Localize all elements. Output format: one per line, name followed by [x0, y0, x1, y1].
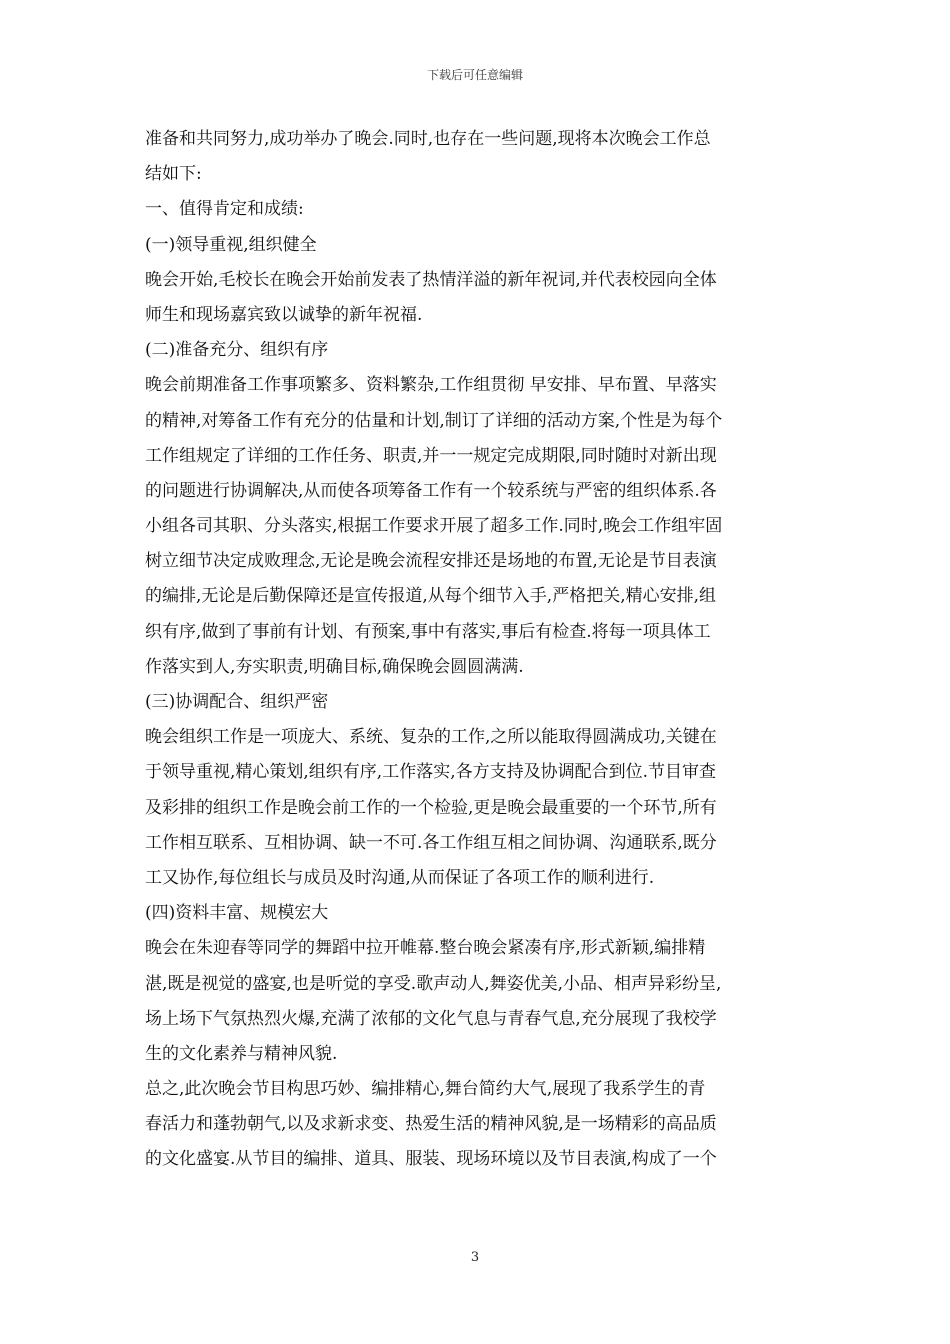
text-line: 准备和共同努力,成功举办了晚会.同时,也存在一些问题,现将本次晚会工作总 [145, 129, 711, 149]
text-line: 生的文化素养与精神风貌. [145, 1043, 338, 1064]
text-line: (三)协调配合、组织严密 [145, 692, 329, 712]
text-line: 工又协作,每位组长与成员及时沟通,从而保证了各项工作的顺利进行. [145, 867, 655, 888]
text-line: 场上场下气氛热烈火爆,充满了浓郁的文化气息与青春气息,充分展现了我校学 [145, 1008, 717, 1029]
document-body [145, 122, 807, 1178]
text-line: 的编排,无论是后勤保障还是宣传报道,从每个细节入手,严格把关,精心安排,组 [145, 586, 717, 607]
text-line: 春活力和蓬勃朝气,以及求新求变、热爱生活的精神风貌,是一场精彩的高品质 [145, 1114, 717, 1135]
text-line: 的问题进行协调解决,从而使各项筹备工作有一个较系统与严密的组织体系.各 [145, 480, 717, 501]
text-line: (四)资料丰富、规模宏大 [145, 903, 329, 924]
text-line: 晚会在朱迎春等同学的舞蹈中拉开帷幕.整台晚会紧凑有序,形式新颖,编排精 [145, 938, 706, 959]
text-line: 作落实到人,夯实职责,明确目标,确保晚会圆圆满满. [145, 656, 524, 677]
text-line: 树立细节决定成败理念,无论是晚会流程安排还是场地的布置,无论是节目表演 [145, 551, 717, 572]
text-line: 晚会开始,毛校长在晚会开始前发表了热情洋溢的新年祝词,并代表校园向全体 [145, 269, 717, 290]
text-line: 于领导重视,精心策划,组织有序,工作落实,各方支持及协调配合到位.节目审查 [145, 762, 717, 783]
text-line: 一、值得肯定和成绩: [145, 199, 304, 220]
page-header: 下载后可任意编辑 [426, 68, 523, 82]
text-line: (二)准备充分、组织有序 [145, 340, 329, 361]
text-line: 及彩排的组织工作是晚会前工作的一个检验,更是晚会最重要的一个环节,所有 [145, 797, 717, 818]
text-line: (一)领导重视,组织健全 [145, 234, 317, 255]
text-line: 织有序,做到了事前有计划、有预案,事中有落实,事后有检查.将每一项具体工 [145, 621, 711, 642]
text-line: 小组各司其职、分头落实,根据工作要求开展了超多工作.同时,晚会工作组牢固 [145, 516, 723, 537]
text-line: 湛,既是视觉的盛宴,也是听觉的享受.歌声动人,舞姿优美,小品、相声异彩纷呈, [145, 973, 722, 994]
text-line: 晚会组织工作是一项庞大、系统、复杂的工作,之所以能取得圆满成功,关键在 [145, 727, 717, 748]
text-line: 师生和现场嘉宾致以诚挚的新年祝福. [145, 304, 423, 325]
text-line: 的文化盛宴.从节目的编排、道具、服装、现场环境以及节目表演,构成了一个 [145, 1149, 717, 1170]
text-line: 晚会前期准备工作事项繁多、资料繁杂,工作组贯彻 早安排、早布置、早落实 [145, 375, 717, 396]
text-line: 工作组规定了详细的工作任务、职责,并一一规定完成期限,同时随时对新出现 [145, 445, 717, 466]
text-line: 工作相互联系、互相协调、缺一不可.各工作组互相之间协调、沟通联系,既分 [145, 832, 717, 853]
text-line: 结如下: [145, 164, 202, 185]
page-number: 3 [470, 1250, 480, 1265]
text-line: 的精神,对筹备工作有充分的估量和计划,制订了详细的活动方案,个性是为每个 [145, 410, 723, 431]
text-line: 总之,此次晚会节目构思巧妙、编排精心,舞台简约大气,展现了我系学生的青 [145, 1079, 706, 1100]
